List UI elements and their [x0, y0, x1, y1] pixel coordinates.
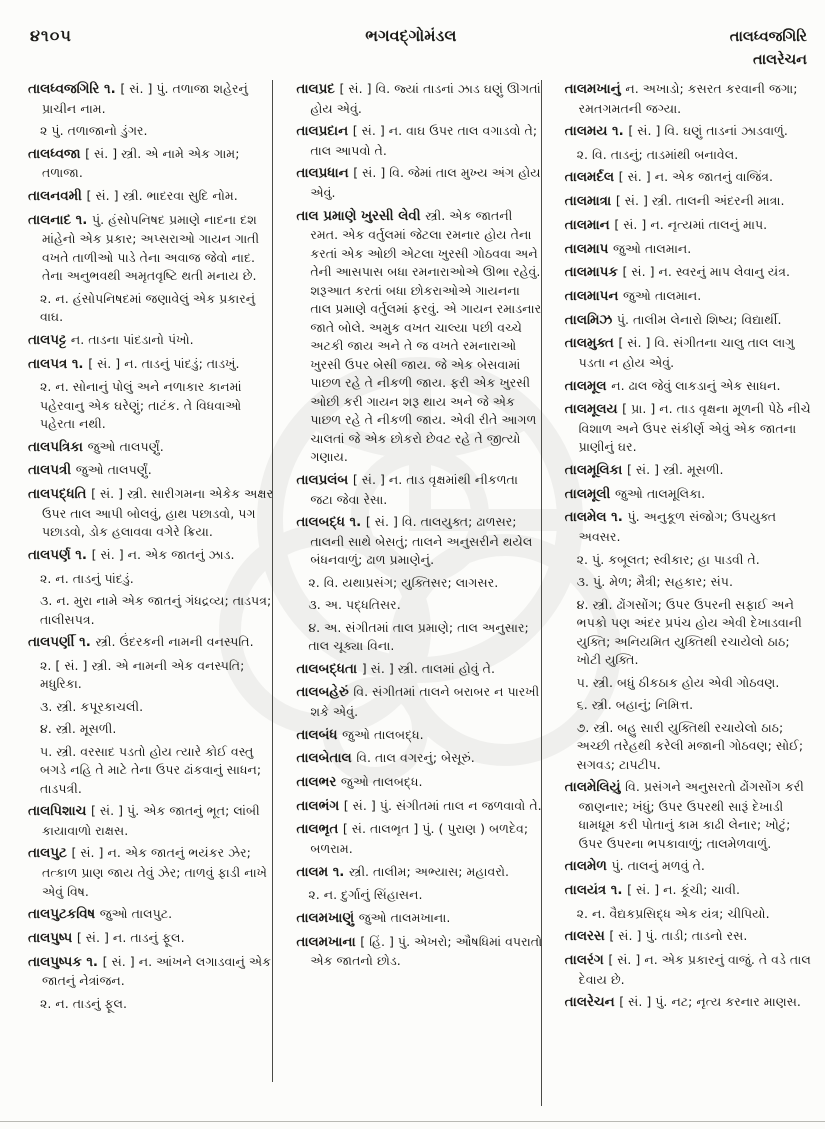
entry-headword: તાલ પ્રમાણે ખુરસી લેવી — [296, 208, 426, 224]
text-column — [28, 80, 274, 1113]
dictionary-entry: તાલમાપક [ સં. ] ન. સ્વરનું માપ લેવાનુ યંત્ર. — [564, 264, 790, 281]
entry-headword: તાલમૂલય — [564, 402, 623, 418]
entry-sense: ૫. સ્ત્રી. વરસાદ પડતો હોય ત્યારે કોઈ વસ્તુ બગડે નહિ તે માટે તેના ઉપર ઢાંકવાનું સાધન; તાડપત્રી. — [40, 743, 262, 796]
dictionary-entry: તાલપ્રદાન [ સં. ] ન. વાઘ ઉપર તાલ વગાડવો તે; તાલ આપવો તે. — [296, 123, 538, 158]
dictionary-entry: તાલરેચન [ સં. ] પું. નટ; નૃત્ય કરનાર માણસ. — [564, 994, 801, 1011]
guide-word-bottom: તાલરેચન — [752, 52, 807, 69]
dictionary-entry: તાલમૂલ ન. ઢાલ જેવું લાકડાનું એક સાધન. — [564, 377, 781, 394]
dictionary-entry: તાલમ ૧. સ્ત્રી. તાલીમ; અભ્યાસ; મહાવરો. — [296, 863, 509, 880]
dictionary-entry: તાલમય ૧. [ સં. ] વિ. ઘણું તાડનાં ઝાડવાળું. — [564, 123, 788, 140]
dictionary-entry: તાલરસ [ સં. ] પું. તાડી; તાડનો રસ. — [564, 928, 748, 945]
entry-headword: તાલરસ — [564, 929, 610, 945]
dictionary-entry: તાલપ્રલંબ [ સં. ] ન. તાડ વૃક્ષમાંથી નીકળતા જટા જેવા રેસા. — [296, 471, 518, 507]
dictionary-entry: તાલમેલિયું વિ. પ્રસંગને અનુસરતો ઢોંગસોંગ કરી જાણનાર; ખંધું; ઉપર ઉપરથી સારૂં દેખાડી ધામધૂમ કરી પોતાનું કામ કાઢી લેનાર; ખોટું; ઉપર ઉપરના ભપકાવાળું; તાલમેળવાળું. — [564, 779, 804, 851]
text-column — [296, 80, 542, 1113]
dictionary-entry: તાલમખાના [ હિં. ] પું. એખરો; ઔષધિમાં વપરાતો એક જાતનો છોડ. — [296, 933, 543, 969]
dictionary-entry: તાલમુક્ત [ સં. ] વિ. સંગીતના ચાલુ તાલ લાગુ પડતા ન હોય એવું. — [564, 335, 795, 371]
entry-headword: તાલમય ૧. — [564, 124, 629, 140]
dictionary-entry: તાલરંગ [ સં. ] ન. એક પ્રકારનું વાજું. તે વડે તાલ દેવાય છે. — [564, 951, 811, 987]
entry-headword: તાલપદ્ધતિ — [28, 487, 92, 503]
entry-headword: તાલપ્રદાન — [296, 124, 353, 140]
entry-sense: ૩. ન. મુરા નામે એક જાતનું ગંધદ્રવ્ય; તાડપત્ર; તાલીસપત્ર. — [40, 593, 272, 627]
dictionary-entry: તાલમાપ જુઓ તાલમાન. — [564, 240, 692, 257]
entry-headword: તાલપુટકવિષ — [28, 907, 100, 923]
dictionary-entry: તાલમૂલિકા [ સં. ] સ્ત્રી. મૂસળી. — [564, 461, 724, 478]
dictionary-entry: તાલભંગ [ સં. ] પું. સંગીતમાં તાલ ન જળવાવો તે. — [296, 797, 542, 814]
dictionary-entry: તાલપ્રદ [ સં. ] વિ. જ્યાં તાડનાં ઝાડ ઘણું ઊગતાં હોય એવું. — [296, 81, 541, 116]
dictionary-entry: તાલબદ્ધતા ] સં. ] સ્ત્રી. તાલમાં હોવું તે. — [296, 660, 495, 677]
dictionary-entry: તાલભૃત [ સં. તાલભૃત ] પું. ( પુરાણ ) બળદેવ; બળરામ. — [296, 821, 529, 857]
entry-headword: તાલભૃત — [296, 822, 343, 838]
entry-sense: ૩. સ્ત્રી. કપૂરકાચલી. — [40, 698, 144, 714]
entry-headword: તાલરેચન — [564, 995, 620, 1011]
entry-headword: તાલબદ્ધ ૧. — [296, 515, 366, 531]
dictionary-entry: તાલપટ્ટ ન. તાડના પાંદડાનો પંખો. — [28, 331, 194, 348]
entry-headword: તાલરંગ — [564, 952, 609, 968]
entry-headword: તાલમાન — [564, 217, 615, 233]
running-head — [30, 26, 807, 72]
entry-sense: ૨ પું. તળાજાનો ડુંગર. — [40, 123, 148, 139]
entry-headword: તાલમૂલ — [564, 378, 612, 394]
dictionary-entry: તાલનવમી [ સં. ] સ્ત્રી. ભાદરવા સુદિ નોમ. — [28, 187, 238, 204]
dictionary-entry: તાલમૂલી જુઓ તાલમૂલિકા. — [564, 485, 706, 502]
entry-headword: તાલમાપ — [564, 241, 614, 257]
guide-word-top: તાલધ્વજગિરિ — [729, 29, 807, 45]
page-number: ૪૧૦૫ — [30, 26, 72, 45]
entry-sense: ૨. પું. કબૂલત; સ્વીકાર; હા પાડવી તે. — [576, 551, 760, 567]
entry-headword: તાલનવમી — [28, 188, 87, 204]
entry-headword: તાલપર્ણી ૧. — [28, 635, 96, 651]
dictionary-entry: તાલપુષ્પક ૧. [ સં. ] ન. આંખને લગાડવાનું એક જાતનું નેત્રાંજન. — [28, 953, 272, 989]
entry-sense: ૨. ન. વૈદ્યકપ્રસિદ્ધ એક યંત્ર; ચીપિયો. — [576, 905, 770, 921]
dictionary-entry: તાલમૂલય [ પ્રા. ] ન. તાડ વૃક્ષના મૂળની પેઠે નીચે વિશાળ અને ઉપર સંકીર્ણ એવું એક જાતના પ્રાણીનું ઘર. — [564, 401, 811, 455]
dictionary-entry: તાલમર્દલ [ સં. ] ન. એક જાતનું વાજિંત્ર. — [564, 169, 774, 186]
dictionary-entry: તાલમાત્રા [ સં. ] સ્ત્રી. તાલની અંદરની માત્રા. — [564, 193, 785, 210]
dictionary-entry: તાલમાન [ સં. ] ન. નૃત્યમાં તાલનું માપ. — [564, 216, 768, 233]
entry-headword: તાલમૂલિકા — [564, 462, 627, 478]
entry-headword: તાલધ્વજગિરિ ૧. — [28, 82, 121, 97]
entry-headword: તાલબંધ — [296, 727, 343, 743]
entry-sense: ૪. સ્ત્રી. ઢોંગસોંગ; ઉપર ઉપરની સફાઈ અને ભપકો પણ અંદર પ્રપંચ હોય એવી દેખાડવાની યુક્તિ; અનિયમિત યુક્તિથી રચાયેલો ઠાઠ; ખોટી યુક્તિ. — [576, 596, 802, 668]
bottom-rule — [0, 1121, 825, 1122]
dictionary-entry: તાલપર્ણ ૧. [ સં. ] ન. એક જાતનું ઝાડ. — [28, 546, 235, 563]
dictionary-entry: તાલધ્વજગિરિ ૧. [ સં. ] પું. તળાજા શહેરનું પ્રાચીન નામ. — [28, 81, 248, 116]
entry-headword: તાલનાદ ૧. — [28, 212, 92, 228]
entry-headword: તાલપ્રલંબ — [296, 472, 353, 488]
dictionary-entry: તાલપ્રધાન [ સં. ] વિ. જેમાં તાલ મુખ્ય અંગ હોય એવું. — [296, 165, 541, 201]
entry-sense: ૩. અ. પદ્ધતિસર. — [308, 597, 401, 613]
dictionary-entry: તાલભર જુઓ તાલબદ્ધ. — [296, 774, 423, 791]
dictionary-entry: તાલબદ્ધ ૧. [ સં. ] વિ. તાલયુક્ત; ઢાળસર; તાલની સાથે બેસતું; તાલને અનુસરીને થયેલ બંધનવાળું; ઢાળ પ્રમાણેનું. — [296, 514, 533, 568]
dictionary-entry: તાલપદ્ધતિ [ સં. ] સ્ત્રી. સારીગમના એકેક અક્ષર ઉપર તાલ આપી બોલવું, હાથ પછાડવો, પગ પછાડવો, ડોક હલાવવા વગેરે ક્રિયા. — [28, 486, 274, 540]
dictionary-entry: તાલમેળ પું. તાલનું મળવું તે. — [564, 858, 705, 875]
entry-headword: તાલબેતાલ — [296, 751, 357, 767]
entry-sense: ૨. ન. તાડનું ફૂલ. — [40, 995, 128, 1011]
entry-sense: ૨. ન. હંસોપનિષદમાં જણાવેલું એક પ્રકારનું વાઘ. — [40, 290, 256, 325]
page-body — [28, 80, 811, 1113]
entry-sense: ૪. અ. સંગીતમાં તાલ પ્રમાણે; તાલ અનુસાર; તાલ ચૂક્યા વિના. — [308, 619, 529, 654]
entry-sense: ૭. સ્ત્રી. બહુ સારી યુક્તિથી રચાયેલો ઠાઠ; અચ્છી તરેહથી કરેલી મજાની ગોઠવણ; સોઈ; સગવડ; ટાપટીપ. — [576, 719, 804, 772]
entry-headword: તાલપુટ — [28, 846, 72, 862]
entry-headword: તાલમ ૧. — [296, 864, 350, 880]
dictionary-entry: તાલબહેરું વિ. સંગીતમાં તાલને બરાબર ન પારખી શકે એવું. — [296, 684, 540, 720]
entry-headword: તાલમેળ — [564, 859, 612, 875]
dictionary-entry: તાલનાદ ૧. પું. હંસોપનિષદ પ્રમાણે નાદના દશ માંહેનો એક પ્રકાર; અપ્સરાઓ ગાયન ગાતી વખતે તાળીઓ પાડે તેના અવાજ જેવો નાદ. તેના અનુભવથી અમૃતવૃષ્ટિ થતી મનાય છે. — [28, 211, 260, 284]
entry-sense: ૨. વિ. તાડનું; તાડમાંથી બનાવેલ. — [576, 146, 739, 162]
dictionary-entry: તાલમિઝ પું. તાલીમ લેનારો શિષ્ય; વિદ્યાર્થી. — [564, 311, 782, 328]
dictionary-entry: તાલપુષ્પ [ સં. ] ન. તાડનું ફૂલ. — [28, 929, 185, 946]
entry-headword: તાલભંગ — [296, 798, 344, 814]
dictionary-entry: તાલમાપન જુઓ તાલમાન. — [564, 287, 702, 304]
entry-headword: તાલમખાનું — [564, 82, 626, 97]
entry-headword: તાલધ્વજા — [28, 146, 86, 162]
dictionary-entry: તાલધ્વજા [ સં. ] સ્ત્રી. એ નામે એક ગામ; તળાજા. — [28, 145, 240, 181]
dictionary-entry: તાલપત્રિકા જુઓ તાલપર્ણું. — [28, 438, 164, 455]
entry-headword: તાલમાત્રા — [564, 194, 616, 210]
entry-headword: તાલયંત્ર ૧. — [564, 882, 628, 898]
entry-headword: તાલબદ્ધતા — [296, 661, 362, 677]
entry-headword: તાલમેલિયું — [564, 780, 626, 796]
dictionary-entry: તાલમખાનું ન. અખાડો; કસરત કરવાની જગા; રમતગમતની જગ્યા. — [564, 81, 798, 116]
entry-headword: તાલપત્રિકા — [28, 439, 88, 455]
dictionary-entry: તાલબેતાલ વિ. તાલ વગરનું; બેસૂરું. — [296, 750, 475, 767]
entry-sense: ૪. સ્ત્રી. મૂસળી. — [40, 721, 117, 737]
entry-headword: તાલપ્રદ — [296, 82, 340, 97]
entry-headword: તાલપ્રધાન — [296, 166, 354, 182]
entry-headword: તાલમુક્ત — [564, 336, 619, 352]
entry-headword: તાલમિઝ — [564, 312, 617, 328]
entry-headword: તાલમૂલી — [564, 486, 616, 502]
entry-headword: તાલપર્ણ ૧. — [28, 547, 92, 563]
dictionary-entry: તાલબંધ જુઓ તાલબદ્ધ. — [296, 726, 424, 743]
entry-headword: તાલમર્દલ — [564, 170, 619, 186]
entry-headword: તાલપિશાચ — [28, 804, 91, 820]
dictionary-entry: તાલમેલ ૧. પું. અનુકૂળ સંજોગ; ઉપયુક્ત અવસર. — [564, 509, 777, 545]
entry-headword: તાલપત્રી — [28, 463, 76, 479]
text-column — [565, 80, 811, 1113]
entry-sense: ૫. સ્ત્રી. બધું ઠીકઠાક હોય એવી ગોઠવણ. — [576, 674, 780, 690]
dictionary-entry: તાલપત્ર ૧. [ સં. ] ન. તાડનું પાંદડું; તાડખું. — [28, 355, 240, 372]
entry-headword: તાલપુષ્પ — [28, 930, 77, 946]
guide-words — [730, 26, 807, 72]
entry-sense: ૨. વિ. યથાપ્રસંગ; યુક્તિસર; લાગસર. — [308, 574, 499, 590]
book-title: ભગવદ્ગોમંડલ — [365, 26, 457, 45]
entry-headword: તાલમખાના — [296, 934, 361, 950]
entry-sense: ૩. પું. મેળ; મૈત્રી; સહકાર; સંપ. — [576, 574, 733, 590]
entry-sense: ૨. ન. સોનાનું પોલું અને નળાકાર કાનમાં પહેરવાનુ એક ઘરેણું; તાટંક. તે વિધવાઓ પહેરતા નથી. — [40, 379, 242, 432]
dictionary-entry: તાલપિશાચ [ સં. ] પું. એક જાતનું ભૂત; લાંબી કાયાવાળો રાક્ષસ. — [28, 803, 260, 838]
entry-headword: તાલભર — [296, 775, 341, 791]
dictionary-entry: તાલપુટ [ સં. ] ન. એક જાતનું ભયંકર ઝેર; તત્કાળ પ્રાણ જાય તેવું ઝેર; તાળવું ફાડી નાખે એવું વિષ. — [28, 845, 268, 899]
entry-sense: ૨. [ સં. ] સ્ત્રી. એ નામની એક વનસ્પતિ; મધુરિકા. — [40, 657, 245, 692]
entry-headword: તાલમાપક — [564, 265, 623, 281]
dictionary-entry: તાલપુટકવિષ જુઓ તાલપુટ. — [28, 906, 173, 923]
dictionary-entry: તાલ પ્રમાણે ખુરસી લેવી સ્ત્રી. એક જાતની રમત. એક વર્તુલમાં જેટલા રમનાર હોય તેના કરતાં એક ઓછી એટલા ખુરસી ગોઠવવા અને તેની આસપાસ બધા રમનારાઓએ ઊભા રહેવું. શરૂઆત કરતાં બધા છોકરાઓએ ગાયનના તાલ પ્રમાણે વર્તુલમાં ફરવું. એ ગાયન રમાડનાર જાતે બોલે. અમુક વખત ચાલ્યા પછી વચ્ચે અટકી જાય અને તે જ વખતે રમનારાઓ ખુરસી ઉપર બેસી જાય. જે એક બેસવામાં પાછળ રહે તે નીકળી જાય. ફરી એક ખુરસી ઓછી કરી ગાયન શરૂ થાય અને જે એક પાછળ રહે તે નીકળી જાય. એવી રીતે આગળ ચાલતાં જે એક છોકરો છેવટ રહે તે જીત્યો ગણાય. — [296, 207, 542, 465]
entry-headword: તાલબહેરું — [296, 685, 354, 701]
entry-headword: તાલપુષ્પક ૧. — [28, 954, 103, 970]
entry-sense: ૨. ન. તાડનું પાંદડું. — [40, 570, 134, 586]
dictionary-entry: તાલપર્ણી ૧. સ્ત્રી. ઉંદરકની નામની વનસ્પતિ. — [28, 634, 254, 651]
entry-sense: ૬. સ્ત્રી. બહાનું; નિમિત્ત. — [576, 697, 694, 713]
entry-headword: તાલપટ્ટ — [28, 332, 71, 348]
entry-sense: ૨. ન. દુર્ગાનું સિંહાસન. — [308, 887, 423, 903]
dictionary-entry: તાલયંત્ર ૧. [ સં. ] ન. કૂંચી; ચાવી. — [564, 881, 740, 898]
entry-headword: તાલમેલ ૧. — [564, 510, 628, 526]
entry-headword: તાલપત્ર ૧. — [28, 356, 89, 372]
dictionary-entry: તાલપત્રી જુઓ તાલપર્ણું. — [28, 462, 152, 479]
dictionary-entry: તાલમખાણું જુઓ તાલમખાના. — [296, 909, 451, 926]
entry-headword: તાલમખાણું — [296, 910, 359, 926]
entry-headword: તાલમાપન — [564, 288, 624, 304]
